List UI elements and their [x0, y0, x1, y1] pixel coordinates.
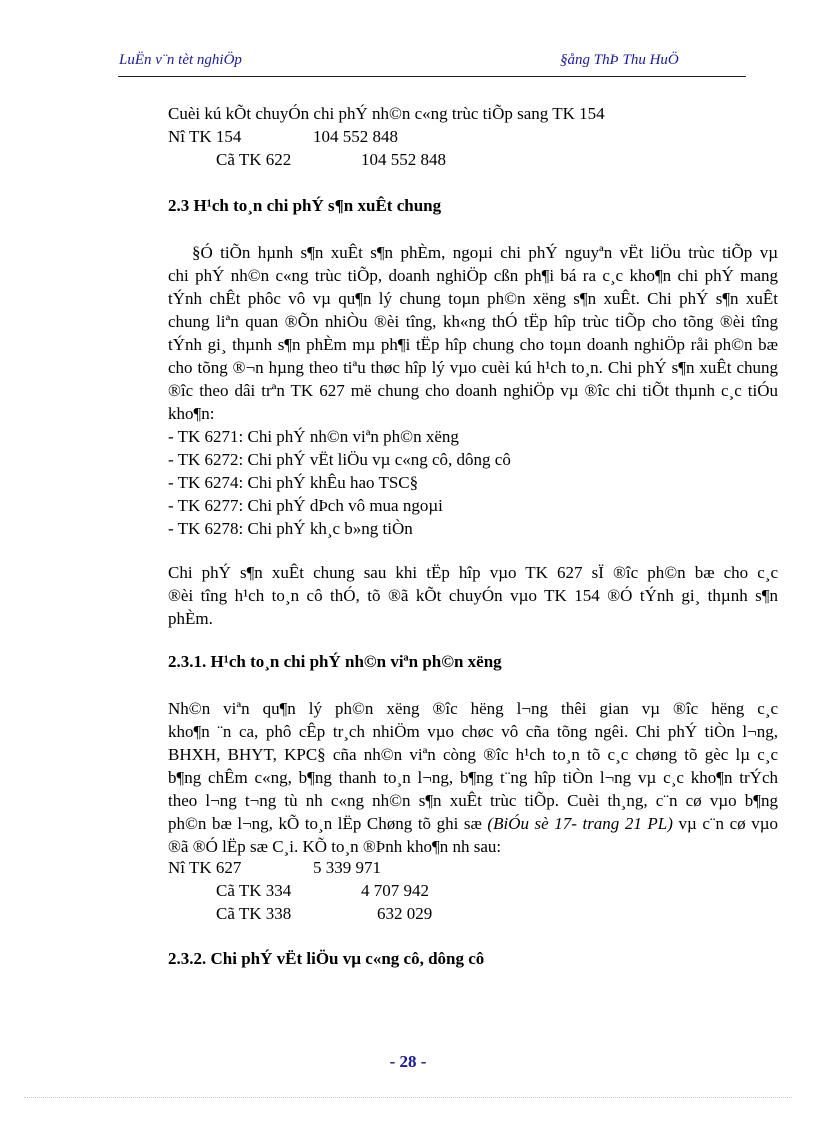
text-line: Chi phÝ s¶n xuÊt chung sau khi tËp hîp vµo TK 627 sÏ ®îc ph©n bæ cho c¸c [168, 563, 778, 582]
text-line: ®îc theo dâi trªn TK 627 më chung cho doanh nghiÖp vµ ®îc chi tiÕt thµnh c¸c tiÓu [168, 381, 778, 400]
text-line: chung liªn quan ®Õn nhiÒu ®èi tîng, kh«ng thÓ tËp hîp trùc tiÕp cho tõng ®èi tîng [168, 312, 778, 331]
page-header-left: LuËn v¨n tèt nghiÖp [119, 52, 242, 68]
list-item: - TK 6272: Chi phÝ vËt liÖu vµ c«ng cô, dông cô [168, 450, 511, 469]
text-line: phÈm. [168, 609, 213, 628]
section-heading-2-3-1: 2.3.1. H¹ch to¸n chi phÝ nh©n viªn ph©n xëng [168, 652, 502, 671]
list-item: - TK 6271: Chi phÝ nh©n viªn ph©n xëng [168, 427, 459, 446]
text-line-with-reference [168, 812, 778, 835]
section-heading-2-3: 2.3 H¹ch to¸n chi phÝ s¶n xuÊt chung [168, 196, 442, 215]
section-2-3-paragraph-2 [168, 561, 778, 630]
entry-credit-amount: 4 707 942 [361, 881, 429, 900]
transfer-text: Cuèi kú kÕt chuyÓn chi phÝ nh©n c«ng trùc tiÕp sang TK 154 [168, 104, 605, 123]
page-number: - 28 - [389, 1052, 427, 1071]
text-line: ®èi tîng h¹ch to¸n cô thÓ, tõ ®ã kÕt chuyÓn vµo TK 154 ®Ó tÝnh gi¸ thµnh s¶n [168, 586, 778, 605]
text-line: b¶ng chÊm c«ng, b¶ng thanh to¸n l¬ng, b¶ng t¨ng hîp tiÒn l¬ng vµ c¸c kho¶n trÝch [168, 768, 778, 787]
entry-credit-label: Cã TK 334 [216, 881, 292, 900]
text-line: tÝnh chÊt phôc vô vµ qu¶n lý chung toµn ph©n xëng s¶n xuÊt. Chi phÝ s¶n xuÊt [168, 289, 778, 308]
text-line: kho¶n ¨n ca, phô cÊp tr¸ch nhiÖm vµo chøc vô cña tõng ngêi. Chi phÝ tiÒn l¬ng, [168, 722, 778, 741]
text-line: tÝnh gi¸ thµnh s¶n phÈm mµ ph¶i tËp hîp chung cho toµn doanh nghiÖp råi ph©n bæ [168, 335, 778, 354]
form-reference: (BiÓu sè 17- trang 21 PL) [487, 814, 673, 833]
entry-debit-label: Nî TK 627 [168, 858, 242, 877]
section-2-3-paragraph-1 [168, 241, 778, 540]
text-line: chi phÝ nh©n c«ng trùc tiÕp, doanh nghiÖp cßn ph¶i bá ra c¸c kho¶n chi phÝ mang [168, 266, 778, 285]
entry-credit-amount: 104 552 848 [361, 150, 446, 169]
entry-credit-label: Cã TK 338 [216, 904, 292, 923]
page-header-right: §ång ThÞ Thu HuÖ [560, 52, 679, 68]
entry-credit-amount: 632 029 [377, 904, 433, 923]
section-2-3-1-paragraph [168, 697, 778, 858]
entry-debit-amount: 104 552 848 [313, 127, 398, 146]
text-line: BHXH, BHYT, KPC§ cña nh©n viªn còng ®îc h¹ch to¸n tõ c¸c chøng tõ gèc lµ c¸c [168, 745, 778, 764]
text-segment: ph©n bæ l¬ng, kÕ to¸n lËp Chøng tõ ghi sæ [168, 814, 488, 833]
entry-credit-label: Cã TK 622 [216, 150, 292, 169]
text-line: Nh©n viªn qu¶n lý ph©n xëng ®îc hëng l¬ng thêi gian vµ ®îc hëng c¸c [168, 699, 778, 718]
text-line: cho tõng ®¬n hµng theo tiªu thøc hîp lý vµo cuèi kú h¹ch to¸n. Chi phÝ s¶n xuÊt chung [168, 358, 778, 377]
list-item: - TK 6277: Chi phÝ dÞch vô mua ngoµi [168, 496, 443, 515]
list-item: - TK 6274: Chi phÝ khÊu hao TSC§ [168, 473, 419, 492]
text-line: theo l¬ng t¬ng tù nh c«ng nh©n s¶n xuÊt trùc tiÕp. Cuèi th¸ng, c¨n cø vµo b¶ng [168, 791, 778, 810]
entry-debit-amount: 5 339 971 [313, 858, 381, 877]
page-bottom-rule [24, 1097, 792, 1098]
header-rule [118, 76, 746, 77]
section-heading-2-3-2: 2.3.2. Chi phÝ vËt liÖu vµ c«ng cô, dông cô [168, 949, 485, 968]
entry-debit-label: Nî TK 154 [168, 127, 242, 146]
text-segment: vµ c¨n cø vµo [672, 814, 778, 833]
text-line: §Ó tiÕn hµnh s¶n xuÊt s¶n phÈm, ngoµi chi phÝ nguyªn vËt liÖu trùc tiÕp vµ [192, 243, 778, 262]
text-line: ®ã ®Ó lËp sæ C¸i. KÕ to¸n ®Þnh kho¶n nh sau: [168, 837, 502, 856]
text-line: kho¶n: [168, 404, 215, 423]
list-item: - TK 6278: Chi phÝ kh¸c b»ng tiÒn [168, 519, 413, 538]
